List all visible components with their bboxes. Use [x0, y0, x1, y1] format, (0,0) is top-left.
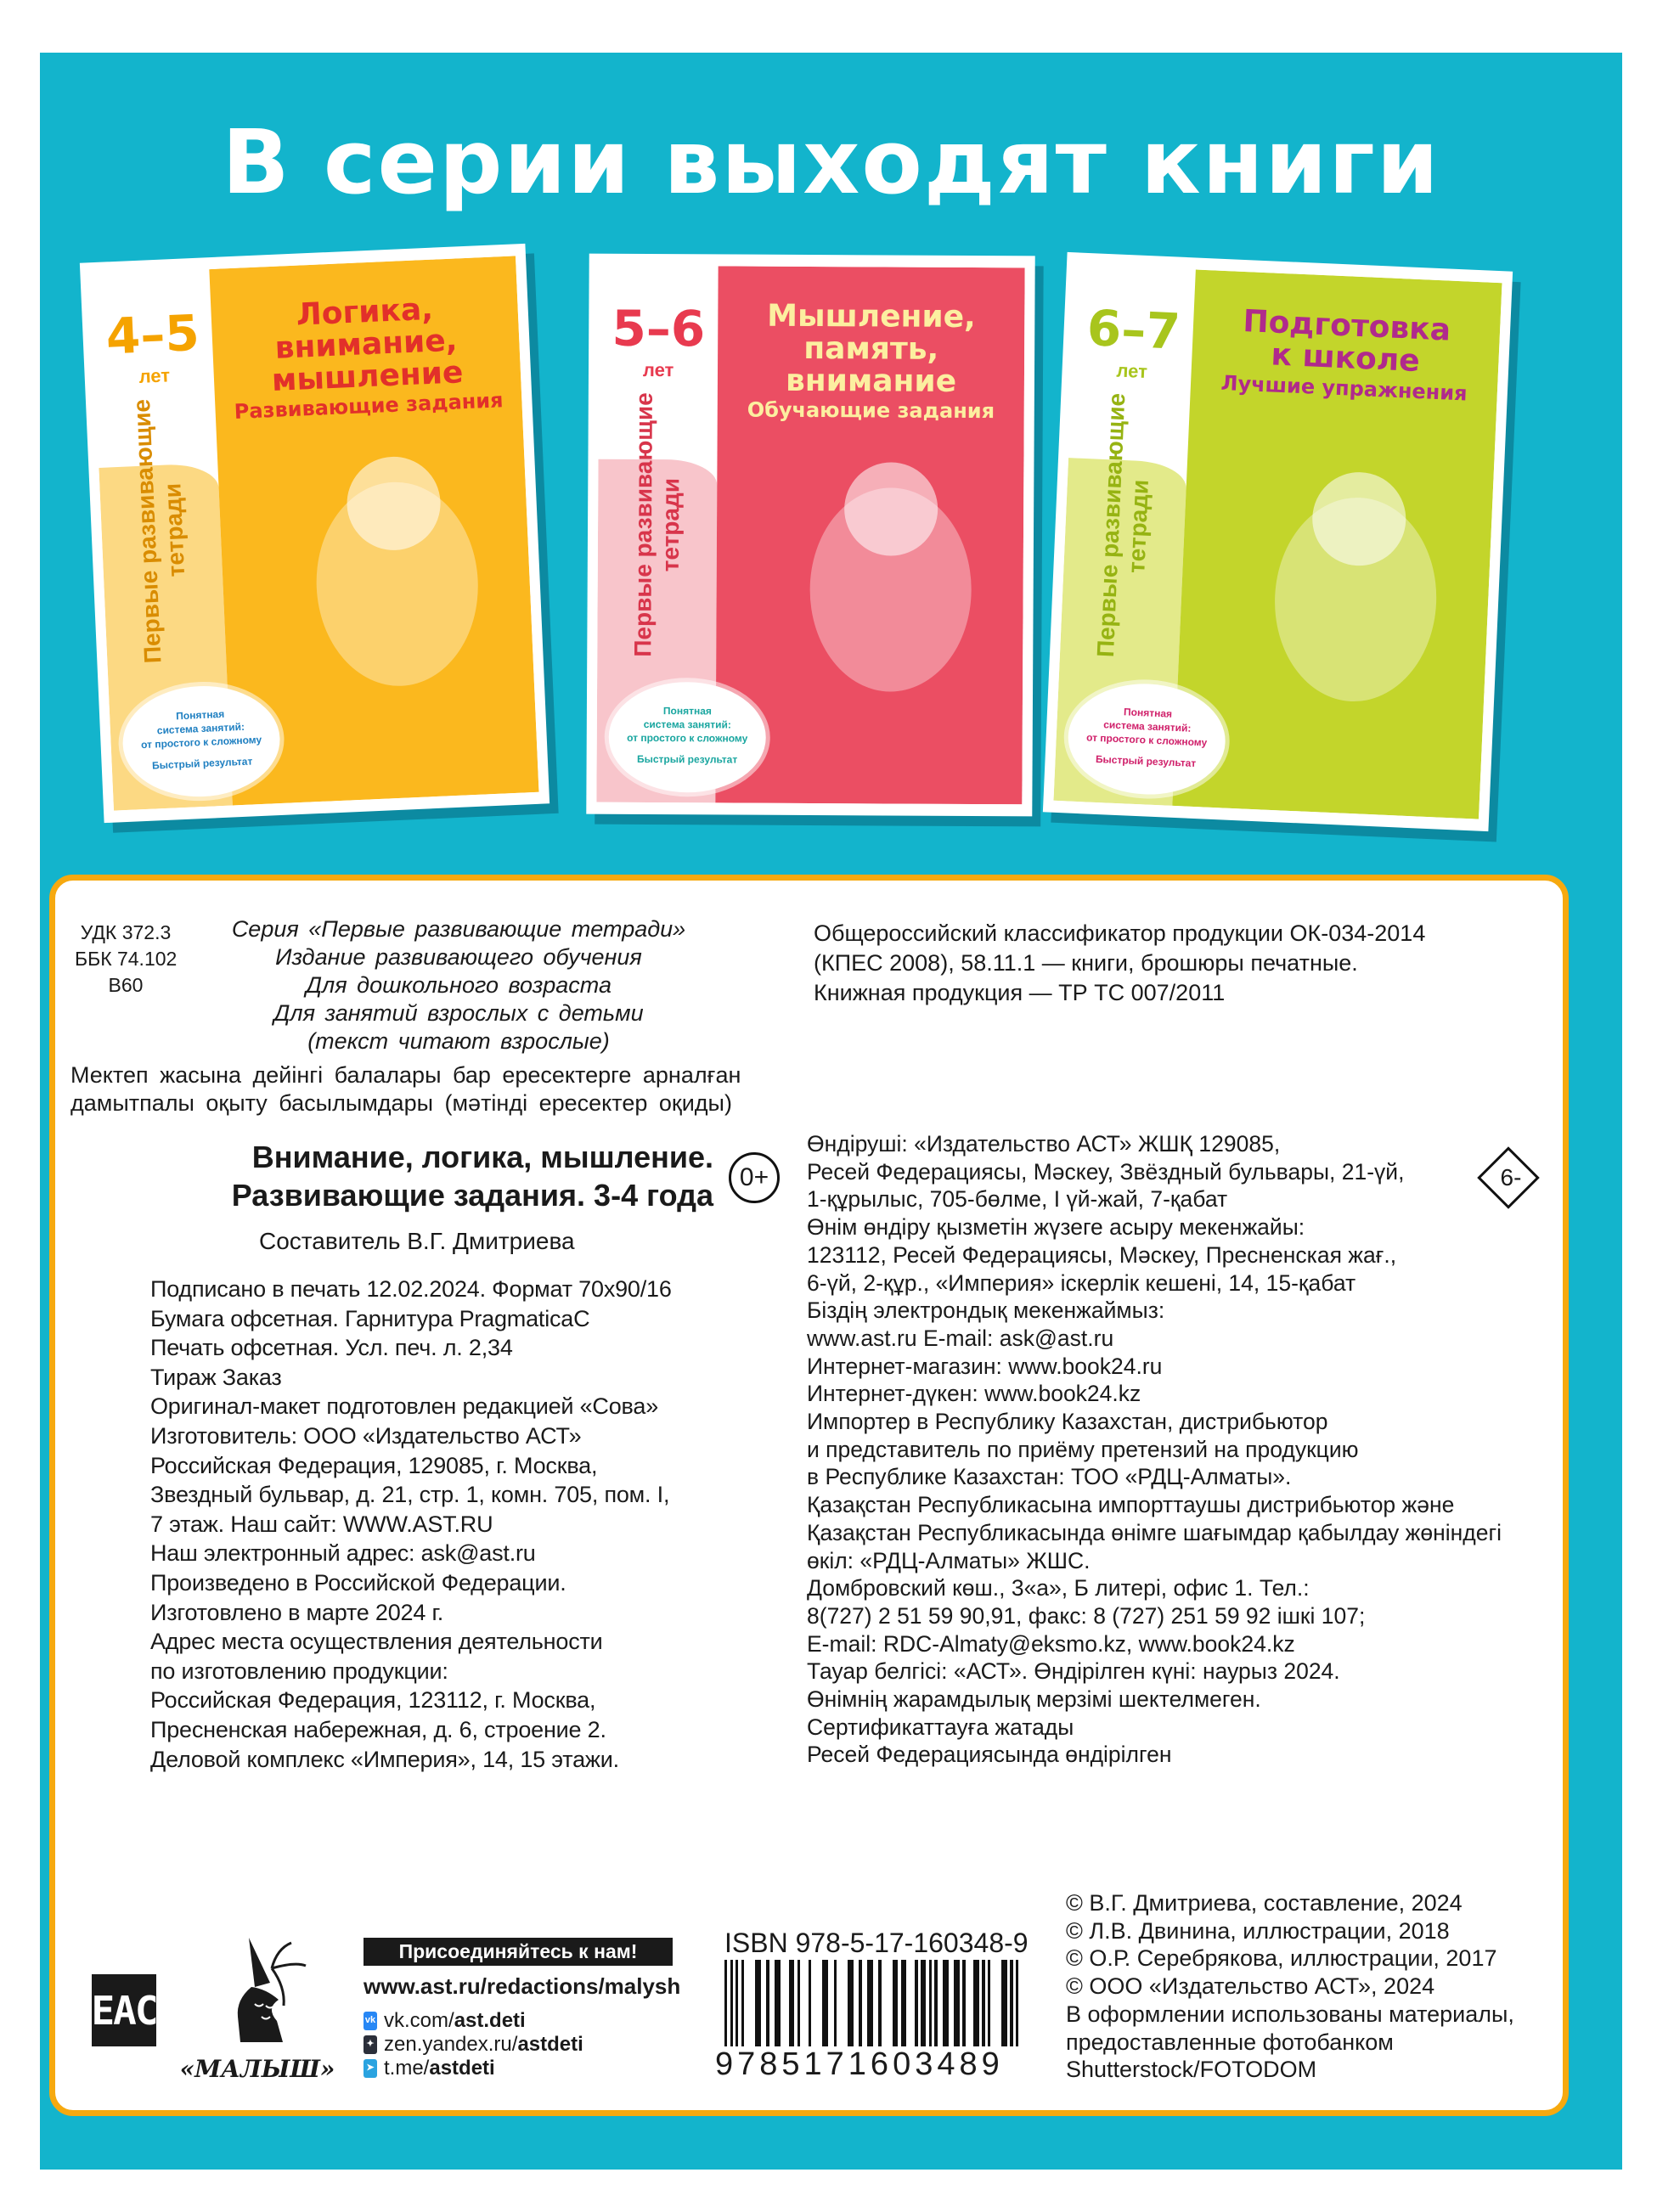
eac-text: ЕАС: [91, 1987, 157, 2034]
barcode-bar: [781, 1960, 789, 2057]
barcode-bar: [775, 1960, 781, 2057]
kazakh-line: Мектеп жасына дейінгі балалары бар ересектерге арналған: [70, 1062, 741, 1088]
book-badge: [608, 682, 766, 793]
author-mark: В60: [108, 974, 144, 996]
text-line: Қазақстан Республикасына импорттаушы дистрибьютор және: [807, 1492, 1455, 1518]
text-line: 123112, Ресей Федерациясы, Мәскеу, Пресненская жағ.,: [807, 1241, 1397, 1268]
compiler: Составитель В.Г. Дмитриева: [259, 1228, 575, 1254]
text-line: Қазақстан Республикасында өнімге шағымдар қабылдау жөніндегі: [807, 1519, 1502, 1545]
book-age-range: 6–7: [1085, 299, 1182, 361]
barcode-bar: [901, 1960, 907, 2057]
text-line: Бумага офсетная. Гарнитура PragmaticaC: [150, 1305, 590, 1331]
text-line: Интернет-дүкен: www.book24.kz: [807, 1381, 1141, 1407]
barcode-bar: [1001, 1960, 1007, 2057]
text-line: Звездный бульвар, д. 21, стр. 1, комн. 705, пом. I,: [150, 1482, 670, 1508]
bbk-code: ББК 74.102: [75, 948, 178, 970]
book-cover-title-line: к школе: [1270, 337, 1421, 379]
book-cover-title: [1191, 303, 1501, 405]
malysh-logo-text: «МАЛЫШ»: [179, 2055, 335, 2083]
text-line: өкіл: «РДЦ-Алматы» ЖШС.: [807, 1547, 1091, 1573]
kazakh-line: дамытпалы оқыту басылымдары (мәтінді ересектер оқиды): [70, 1090, 732, 1116]
barcode-bar: [966, 1960, 974, 2057]
series-line: Для дошкольного возраста: [305, 972, 612, 998]
text-line: © О.Р. Серебрякова, иллюстрации, 2017: [1066, 1945, 1497, 1972]
barcode-bar: [769, 1960, 775, 2057]
book-title-line: Внимание, логика, мышление.: [251, 1140, 713, 1174]
text-line: В оформлении использованы материалы,: [1066, 2001, 1514, 2027]
book-age-unit: лет: [1116, 359, 1148, 383]
book-cover-title-line: внимание: [785, 363, 957, 399]
badge-line: от простого к сложному: [627, 732, 748, 745]
series-book-cover: [80, 244, 550, 823]
text-line: Өнім өндіру қызметін жүзеге асыру мекенжайы:: [807, 1214, 1305, 1241]
badge-line: Понятная: [175, 707, 225, 723]
series-line: Для занятий взрослых с детьми: [273, 1000, 644, 1026]
text-line: Деловой комплекс «Империя», 14, 15 этажи.: [150, 1746, 619, 1772]
book-age-unit: лет: [138, 364, 171, 387]
barcode-bar: [761, 1960, 767, 2057]
text-line: Произведено в Российской Федерации.: [150, 1569, 566, 1596]
book-title: [119, 1138, 713, 1214]
series-info: [178, 915, 739, 1055]
classifier-line: Общероссийский классификатор продукции ОК-034-2014: [814, 920, 1426, 946]
book-cover-title-line: Логика,: [295, 291, 434, 333]
series-line: (текст читают взрослые): [307, 1028, 610, 1054]
text-line: Российская Федерация, 123112, г. Москва,: [150, 1687, 596, 1714]
product-classifier: [814, 919, 1425, 1008]
print-details: [150, 1275, 672, 1774]
series-name-line: Первые развивающие: [1091, 392, 1130, 658]
text-line: Домбровский көш., 3«а», Б литері, офис 1. Тел.:: [807, 1575, 1310, 1601]
text-line: Российская Федерация, 129085, г. Москва,: [150, 1452, 598, 1478]
social-link-text: vk.com/ast.deti: [384, 2009, 526, 2032]
text-line: Изготовитель: ООО «Издательство АСТ»: [150, 1422, 582, 1449]
text-line: Оригинал-макет подготовлен редакцией «Сова»: [150, 1393, 659, 1420]
barcode-bar: [854, 1960, 859, 2057]
text-line: © Л.В. Двинина, иллюстрации, 2018: [1066, 1917, 1450, 1944]
zen-icon: ✦: [364, 2035, 377, 2054]
book-cover-title-line: память,: [803, 330, 939, 367]
badge-line: Понятная: [662, 705, 712, 718]
publisher-site-link[interactable]: www.ast.ru/redactions/malysh: [364, 1973, 681, 1999]
barcode-bar: [848, 1960, 854, 2057]
series-book-cover: [586, 254, 1034, 817]
series-name-line: Первые развивающие: [629, 392, 657, 657]
barcode-bar: [800, 1960, 809, 2057]
barcode-bar: [1018, 1960, 1021, 2057]
badge-fast-result: Быстрый результат: [1095, 752, 1197, 769]
barcode-digits: 9785171603489: [713, 2046, 1028, 2082]
series-book-cover: [1043, 252, 1513, 831]
barcode-bar: [867, 1960, 873, 2057]
series-name-line: тетради: [1123, 479, 1154, 574]
barcode-bar: [990, 1960, 1001, 2057]
malysh-logo: [177, 1936, 338, 2085]
barcode-bar: [811, 1960, 822, 2057]
text-line: Изготовлено в марте 2024 г.: [150, 1599, 444, 1625]
text-line: 6-үй, 2-құр., «Империя» іскерлік кешені, 14, 15-қабат: [807, 1269, 1356, 1296]
kazakh-description: [70, 1061, 792, 1117]
badge-line: Понятная: [1123, 706, 1173, 720]
barcode-bar: [954, 1960, 960, 2057]
book-cover-title-line: мышление: [271, 354, 465, 398]
series-name-line: тетради: [159, 482, 190, 577]
text-line: Ресей Федерациясында өндірілген: [807, 1742, 1172, 1768]
badge-line: система занятий:: [643, 718, 731, 731]
kazakh-publisher-details: [807, 1130, 1502, 1769]
text-line: 7 этаж. Наш сайт: WWW.AST.RU: [150, 1511, 493, 1537]
text-line: Shutterstock/FOTODOM: [1066, 2057, 1317, 2083]
text-line: в Республике Казахстан: ТОО «РДЦ-Алматы».: [807, 1464, 1292, 1490]
barcode-bar: [906, 1960, 915, 2057]
series-name-line: Первые развивающие: [127, 398, 166, 664]
barcode-bar: [921, 1960, 927, 2057]
age-rating: 0+: [739, 1163, 769, 1191]
social-link[interactable]: [364, 2009, 526, 2032]
character-head-illustration: [844, 462, 938, 556]
age-rating-badge: [729, 1152, 780, 1203]
text-line: Тираж Заказ: [150, 1364, 282, 1390]
book-cover-title: [718, 300, 1024, 422]
barcode-bar: [862, 1960, 868, 2057]
badge-line: от простого к сложному: [1085, 731, 1208, 749]
book-cover-title-line: Мышление,: [767, 298, 976, 335]
text-line: 8(727) 2 51 59 90,91, факс: 8 (727) 251 59 92 ішкі 107;: [807, 1602, 1366, 1629]
social-link-text: t.me/astdeti: [384, 2057, 495, 2080]
join-us-banner: Присоединяйтесь к нам!: [364, 1938, 673, 1966]
barcode-bar: [837, 1960, 848, 2057]
series-line: Издание развивающего обучения: [275, 944, 642, 970]
series-line: Серия «Первые развивающие тетради»: [231, 916, 686, 942]
book-cover-subtitle: Развивающие задания: [234, 388, 504, 425]
barcode-bar: [789, 1960, 795, 2057]
book-cover-subtitle: Лучшие упражнения: [1220, 370, 1468, 406]
badge-fast-result: Быстрый результат: [151, 755, 253, 772]
text-line: Тауар белгісі: «АСТ». Өндірілген күні: наурыз 2024.: [807, 1658, 1340, 1685]
barcode-bar: [873, 1960, 879, 2057]
book-age-range: 4–5: [104, 303, 201, 366]
book-series-vertical: [629, 389, 685, 661]
page-title: В серии выходят книги: [222, 110, 1440, 214]
text-line: Наш электронный адрес: ask@ast.ru: [150, 1540, 536, 1567]
barcode-bar: [882, 1960, 893, 2057]
vk-icon: vk: [364, 2012, 377, 2030]
book-age-range: 5–6: [612, 299, 706, 358]
eac-mark: [92, 1974, 156, 2046]
text-line: Біздің электрондық мекенжаймыз:: [807, 1297, 1165, 1324]
classifier-line: (КПЕС 2008), 58.11.1 — книги, брошюры печатные.: [814, 950, 1358, 976]
text-line: Өндіруші: «Издательство АСТ» ЖШҚ 129085,: [807, 1131, 1281, 1157]
barcode-bar: [973, 1960, 979, 2057]
book-cover-title: [211, 290, 522, 424]
telegram-icon: ➤: [364, 2059, 377, 2078]
classification-codes: [75, 920, 177, 999]
mascot-icon: [177, 1936, 338, 2046]
badge-line: система занятий:: [1102, 718, 1192, 735]
text-line: 1-құрылыс, 705-бөлме, I үй-жай, 7-қабат: [807, 1186, 1228, 1213]
copyright-block: [1066, 1889, 1514, 2084]
book-title-line: Развивающие задания. 3-4 года: [231, 1178, 713, 1213]
book-age-unit: лет: [642, 358, 674, 381]
text-line: по изготовлению продукции:: [150, 1658, 448, 1684]
classifier-line: Книжная продукция — ТР ТС 007/2011: [814, 980, 1226, 1005]
badge-line: от простого к сложному: [140, 734, 262, 751]
social-link-text: zen.yandex.ru/astdeti: [384, 2033, 583, 2056]
social-link[interactable]: [364, 2057, 495, 2080]
text-line: Өнімнің жарамдылық мерзімі шектелмеген.: [807, 1686, 1261, 1713]
barcode-bar: [949, 1960, 955, 2057]
barcode-bar: [828, 1960, 834, 2057]
text-line: © ООО «Издательство АСТ», 2024: [1066, 1973, 1435, 2000]
text-line: Импортер в Республику Казахстан, дистрибьютор: [807, 1409, 1328, 1435]
barcode-bar: [744, 1960, 755, 2057]
age-rating-kz: 6-: [1500, 1164, 1522, 1190]
social-link[interactable]: [364, 2033, 583, 2056]
text-line: Подписано в печать 12.02.2024. Формат 70х90/16: [150, 1276, 672, 1302]
text-line: www.ast.ru E-mail: ask@ast.ru: [807, 1325, 1114, 1351]
text-line: © В.Г. Дмитриева, составление, 2024: [1066, 1890, 1463, 1916]
text-line: Пресненская набережная, д. 6, строение 2.: [150, 1716, 606, 1742]
barcode-bar: [893, 1960, 899, 2057]
book-cover-title-line: внимание,: [273, 323, 459, 366]
text-line: Сертификаттауға жатады: [807, 1714, 1074, 1740]
text-line: E-mail: RDC-Almaty@eksmo.kz, www.book24.kz: [807, 1630, 1295, 1657]
book-cover-title-line: Подготовка: [1242, 303, 1451, 348]
barcode-bar: [938, 1960, 944, 2057]
udk-code: УДК 372.3: [80, 921, 172, 943]
series-name-line: тетради: [657, 477, 685, 572]
barcode-bar: [755, 1960, 761, 2057]
badge-fast-result: Быстрый результат: [636, 752, 738, 766]
text-line: Печать офсетная. Усл. печ. л. 2,34: [150, 1335, 513, 1361]
text-line: и представитель по приёму претензий на продукцию: [807, 1436, 1359, 1462]
text-line: Интернет-магазин: www.book24.ru: [807, 1353, 1163, 1379]
barcode-bar: [943, 1960, 949, 2057]
barcode: [724, 1960, 1022, 2057]
badge-line: система занятий:: [156, 721, 245, 737]
text-line: предоставленные фотобанком: [1066, 2029, 1394, 2055]
text-line: Адрес места осуществления деятельности: [150, 1629, 603, 1655]
text-line: Ресей Федерациясы, Мәскеу, Звёздный бульвары, 21-үй,: [807, 1158, 1405, 1185]
isbn: ISBN 978-5-17-160348-9: [724, 1928, 1029, 1958]
barcode-bar: [822, 1960, 828, 2057]
book-cover-subtitle: Обучающие задания: [747, 397, 995, 424]
